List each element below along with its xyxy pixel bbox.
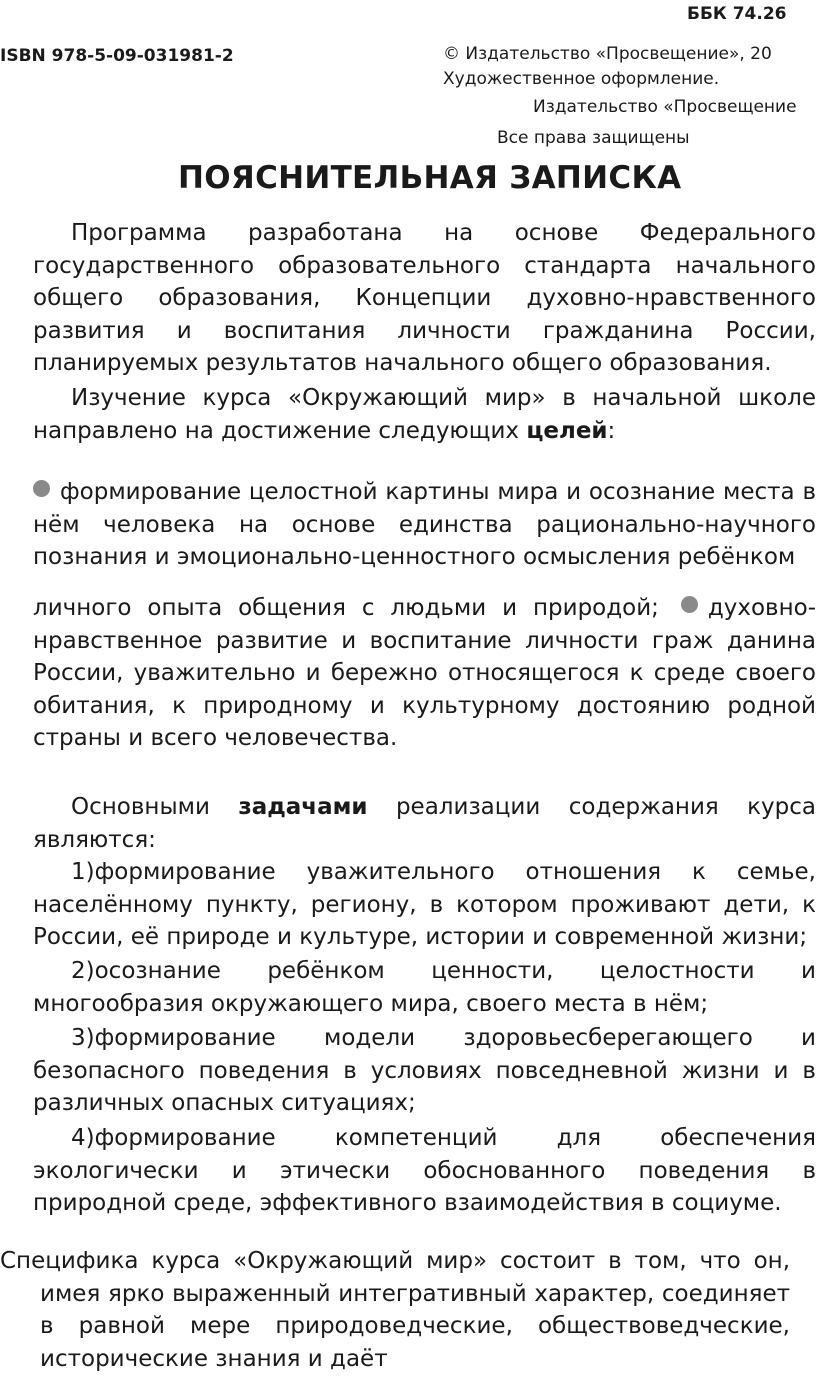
task-text: формирование компетенций для обеспечения экологически и этически обоснованного поведения в природной среде, эффективного взаимодействия в социуме. bbox=[33, 1125, 816, 1216]
goals-keyword: целей bbox=[526, 417, 608, 444]
goal-2-text: духовно-нравственное развитие и воспитание личности граж данина России, уважительно и бережно относящегося к среде своего обитания, к природному и культурному достоянию родной страны и всего человечества. bbox=[33, 595, 816, 751]
goal-item-2 bbox=[33, 592, 816, 755]
task-item-2 bbox=[33, 955, 816, 1020]
tasks-intro-paragraph bbox=[33, 791, 816, 856]
goal-1-text: формирование целостной картины мира и осознание места в нём человека на основе единства рационально-научного познания и эмоционально-ценностного осмысления ребёнком bbox=[33, 479, 816, 570]
task-text: формирование уважительного отношения к семье, населённому пункту, региону, в котором проживают дети, к России, её природе и культуре, истории и современной жизни; bbox=[33, 859, 816, 950]
tasks-keyword: задачами bbox=[238, 794, 368, 820]
goals-intro-paragraph bbox=[33, 382, 816, 447]
goal-item-1 bbox=[33, 476, 816, 574]
rights-reserved: Все права защищены bbox=[497, 128, 690, 148]
task-text: осознание ребёнком ценности, целостности и многообразия окружающего мира, своего места в нём; bbox=[33, 958, 816, 1017]
page-title: ПОЯСНИТЕЛЬНАЯ ЗАПИСКА bbox=[178, 160, 682, 196]
task-item-4 bbox=[33, 1122, 816, 1220]
goals-intro-text: Изучение курса «Окружающий мир» в начальной школе направлено на достижение следующих bbox=[33, 385, 816, 444]
task-number: 4) bbox=[71, 1125, 95, 1151]
bullet-icon bbox=[33, 480, 50, 497]
tasks-intro-end: реализации содержания курса являются: bbox=[33, 794, 816, 853]
task-item-1 bbox=[33, 856, 816, 954]
copyright-line-1: © Издательство «Просвещение», 20 bbox=[443, 44, 772, 64]
task-text: формирование модели здоровьесберегающего и безопасного поведения в условиях повседневной жизни и в различных опасных ситуациях; bbox=[33, 1025, 816, 1116]
isbn-number: ISBN 978-5-09-031981-2 bbox=[0, 46, 234, 66]
copyright-line-3: Издательство «Просвещение bbox=[533, 97, 797, 117]
task-number: 3) bbox=[71, 1025, 95, 1051]
bullet-icon bbox=[681, 596, 698, 613]
goal-1-continuation: личного опыта общения с людьми и природой; bbox=[33, 595, 659, 621]
intro-paragraph: Программа разработана на основе Федерального государственного образовательного стандарта начального общего образования, Концепции духовно-нравственного развития и воспитания личности гражданина России, планируемых результатов начального общего образования. bbox=[33, 220, 816, 376]
goals-intro-colon: : bbox=[607, 417, 616, 444]
copyright-line-2: Художественное оформление. bbox=[443, 69, 720, 89]
task-number: 1) bbox=[71, 859, 95, 885]
course-specifics-paragraph: Специфика курса «Окружающий мир» состоит в том, что он, имея ярко выраженный интегративный характер, соединяет в равной мере природоведческие, обществоведческие, исторические знания и даёт bbox=[0, 1248, 790, 1372]
task-number: 2) bbox=[71, 958, 95, 984]
bbk-code: ББК 74.26 bbox=[687, 4, 787, 24]
task-item-3 bbox=[33, 1022, 816, 1120]
tasks-intro-text: Основными bbox=[71, 794, 239, 820]
